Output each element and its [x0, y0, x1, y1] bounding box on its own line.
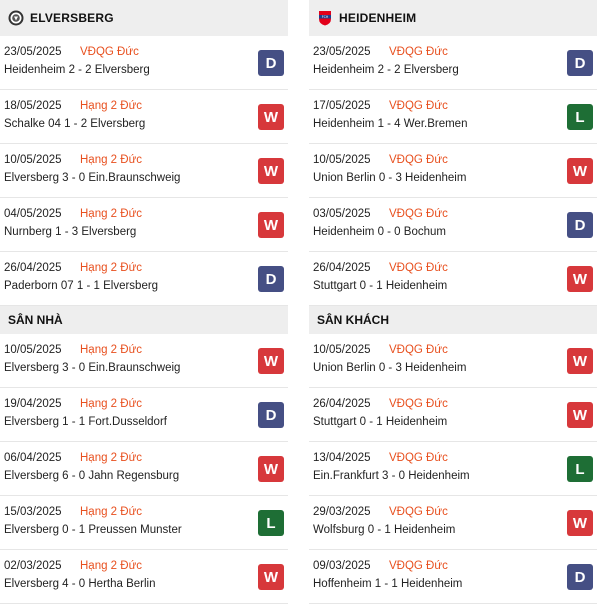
league-label: VĐQG Đức [389, 154, 448, 166]
result-badge: W [258, 104, 284, 130]
elversberg-crest-icon [8, 10, 24, 26]
league-label: VĐQG Đức [389, 208, 448, 220]
match-date: 10/05/2025 [4, 154, 62, 166]
league-label: VĐQG Đức [389, 506, 448, 518]
team-name: ELVERSBERG [30, 11, 114, 25]
result-badge: W [258, 456, 284, 482]
result-badge: W [567, 158, 593, 184]
match-row[interactable] [0, 198, 288, 252]
match-score: Elversberg 3 - 0 Ein.Braunschweig [4, 362, 181, 374]
result-badge: W [258, 348, 284, 374]
match-date: 26/04/2025 [313, 262, 371, 274]
match-date: 06/04/2025 [4, 452, 62, 464]
match-date: 26/04/2025 [4, 262, 62, 274]
match-date: 19/04/2025 [4, 398, 62, 410]
match-score: Schalke 04 1 - 2 Elversberg [4, 118, 146, 130]
match-row[interactable] [309, 36, 597, 90]
league-label: Hạng 2 Đức [80, 154, 143, 166]
match-score: Elversberg 4 - 0 Hertha Berlin [4, 578, 156, 590]
match-row[interactable] [309, 388, 597, 442]
match-score: Stuttgart 0 - 1 Heidenheim [313, 416, 448, 428]
league-label: VĐQG Đức [389, 262, 448, 274]
match-row[interactable] [0, 550, 288, 604]
section-title: SÂN KHÁCH [317, 313, 389, 327]
league-label: VĐQG Đức [389, 46, 448, 58]
match-score: Elversberg 0 - 1 Preussen Munster [4, 524, 182, 536]
league-label: VĐQG Đức [389, 560, 448, 572]
match-row[interactable] [0, 36, 288, 90]
heidenheim-crest-icon [317, 10, 333, 26]
league-label: Hạng 2 Đức [80, 560, 143, 572]
result-badge: D [258, 50, 284, 76]
result-badge: D [258, 402, 284, 428]
match-date: 15/03/2025 [4, 506, 62, 518]
match-score: Nurnberg 1 - 3 Elversberg [4, 226, 137, 238]
match-row[interactable] [0, 496, 288, 550]
result-badge: D [567, 564, 593, 590]
league-label: VĐQG Đức [389, 344, 448, 356]
league-label: VĐQG Đức [389, 398, 448, 410]
result-badge: W [567, 266, 593, 292]
match-date: 10/05/2025 [313, 154, 371, 166]
result-badge: W [567, 348, 593, 374]
match-date: 23/05/2025 [313, 46, 371, 58]
league-label: Hạng 2 Đức [80, 452, 143, 464]
match-date: 03/05/2025 [313, 208, 371, 220]
result-badge: L [567, 456, 593, 482]
match-score: Wolfsburg 0 - 1 Heidenheim [313, 524, 456, 536]
match-date: 23/05/2025 [4, 46, 62, 58]
match-score: Heidenheim 2 - 2 Elversberg [4, 64, 150, 76]
section-title: SÂN NHÀ [8, 313, 63, 327]
heidenheim-column [309, 0, 597, 604]
match-score: Elversberg 6 - 0 Jahn Regensburg [4, 470, 180, 482]
match-row[interactable] [309, 496, 597, 550]
match-row[interactable] [0, 334, 288, 388]
match-score: Union Berlin 0 - 3 Heidenheim [313, 362, 467, 374]
match-score: Hoffenheim 1 - 1 Heidenheim [313, 578, 463, 590]
match-row[interactable] [0, 442, 288, 496]
match-date: 13/04/2025 [313, 452, 371, 464]
home-matches [0, 334, 288, 604]
result-badge: D [258, 266, 284, 292]
league-label: VĐQG Đức [389, 452, 448, 464]
team-name: HEIDENHEIM [339, 11, 417, 25]
league-label: Hạng 2 Đức [80, 506, 143, 518]
section-header [309, 306, 597, 334]
match-row[interactable] [0, 252, 288, 306]
away-matches [309, 334, 597, 604]
match-date: 29/03/2025 [313, 506, 371, 518]
match-score: Ein.Frankfurt 3 - 0 Heidenheim [313, 470, 470, 482]
match-row[interactable] [0, 144, 288, 198]
match-row[interactable] [0, 388, 288, 442]
result-badge: D [567, 50, 593, 76]
match-score: Heidenheim 0 - 0 Bochum [313, 226, 446, 238]
team-header [309, 0, 597, 36]
match-row[interactable] [309, 334, 597, 388]
match-score: Heidenheim 1 - 4 Wer.Bremen [313, 118, 468, 130]
match-row[interactable] [309, 442, 597, 496]
section-header [0, 306, 288, 334]
result-badge: W [567, 510, 593, 536]
league-label: VĐQG Đức [80, 46, 139, 58]
match-row[interactable] [0, 90, 288, 144]
result-badge: W [258, 564, 284, 590]
match-score: Heidenheim 2 - 2 Elversberg [313, 64, 459, 76]
match-row[interactable] [309, 144, 597, 198]
match-row[interactable] [309, 198, 597, 252]
match-date: 18/05/2025 [4, 100, 62, 112]
match-date: 10/05/2025 [313, 344, 371, 356]
league-label: Hạng 2 Đức [80, 208, 143, 220]
result-badge: W [258, 158, 284, 184]
match-score: Paderborn 07 1 - 1 Elversberg [4, 280, 159, 292]
match-score: Elversberg 3 - 0 Ein.Braunschweig [4, 172, 181, 184]
match-date: 26/04/2025 [313, 398, 371, 410]
match-date: 02/03/2025 [4, 560, 62, 572]
match-date: 10/05/2025 [4, 344, 62, 356]
match-score: Stuttgart 0 - 1 Heidenheim [313, 280, 448, 292]
result-badge: W [258, 212, 284, 238]
result-badge: D [567, 212, 593, 238]
match-date: 17/05/2025 [313, 100, 371, 112]
result-badge: W [567, 402, 593, 428]
match-date: 04/05/2025 [4, 208, 62, 220]
league-label: Hạng 2 Đức [80, 398, 143, 410]
result-badge: L [258, 510, 284, 536]
recent-matches [309, 36, 597, 306]
league-label: Hạng 2 Đức [80, 344, 143, 356]
match-row[interactable] [309, 252, 597, 306]
league-label: Hạng 2 Đức [80, 262, 143, 274]
recent-matches [0, 36, 288, 306]
result-badge: L [567, 104, 593, 130]
match-date: 09/03/2025 [313, 560, 371, 572]
team-header [0, 0, 288, 36]
match-row[interactable] [309, 90, 597, 144]
match-row[interactable] [309, 550, 597, 604]
match-score: Elversberg 1 - 1 Fort.Dusseldorf [4, 416, 167, 428]
elversberg-column [0, 0, 288, 604]
match-score: Union Berlin 0 - 3 Heidenheim [313, 172, 467, 184]
league-label: VĐQG Đức [389, 100, 448, 112]
svg-text:FCH: FCH [321, 14, 329, 19]
league-label: Hạng 2 Đức [80, 100, 143, 112]
